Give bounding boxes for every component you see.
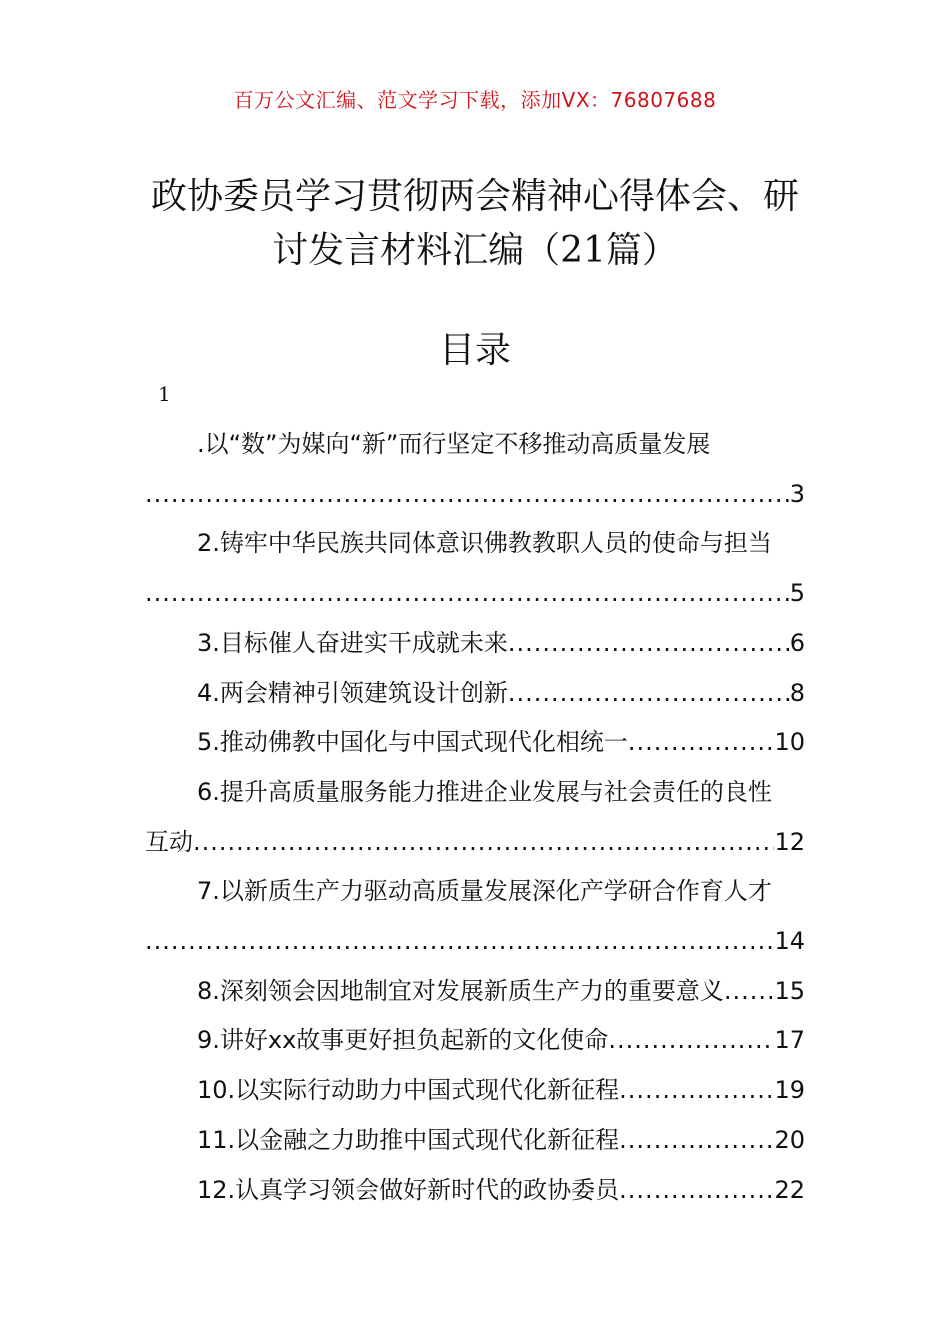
toc-leader-dots [508,669,790,719]
toc-entry-1[interactable] [145,420,805,519]
toc-leader-dots [619,1166,774,1216]
toc-entry-2[interactable] [145,519,805,618]
toc-page-number: 10 [774,728,805,757]
toc-page-number: 19 [774,1076,805,1105]
toc-entry-9[interactable] [145,1016,805,1066]
toc-entry-title: 12.认真学习领会做好新时代的政协委员 [197,1175,620,1204]
toc-page-number: 5 [789,579,805,608]
toc-page-number: 17 [774,1026,805,1055]
toc-entry-title: 4.两会精神引领建筑设计创新 [197,678,508,707]
toc-page-number: 14 [774,927,805,956]
toc-entry-10[interactable] [145,1066,805,1116]
stray-number: 1 [158,382,171,406]
toc-page-number: 15 [774,976,805,1005]
toc-entry-6[interactable] [145,768,805,867]
toc-entry-4[interactable] [145,669,805,719]
toc-leader-dots [145,470,790,520]
toc-leader-dots [145,569,790,619]
toc-leader-dots [619,1066,774,1116]
toc-entry-title: .以“数”为媒向“新”而行坚定不移推动高质量发展 [197,430,711,458]
toc-heading: 目录 [438,330,511,371]
toc-leader-dots [193,818,774,868]
toc-entry-title: 5.推动佛教中国化与中国式现代化相统一 [197,728,628,757]
toc-entry-title: 7.以新质生产力驱动高质量发展深化产学研合作育人才 [197,877,772,906]
table-of-contents [145,420,805,1215]
toc-page-number: 22 [774,1175,805,1204]
toc-entry-title: 9.讲好xx故事更好担负起新的文化使命 [197,1026,609,1055]
toc-leader-dots [724,967,775,1017]
toc-entry-title: 2.铸牢中华民族共同体意识佛教教职人员的使命与担当 [197,529,772,558]
toc-entry-title: 11.以金融之力助推中国式现代化新征程 [197,1125,620,1154]
toc-entry-title: 3.目标催人奋进实干成就未来 [197,628,508,657]
toc-entry-title-cont: 互动 [145,827,193,856]
toc-entry-title: 8.深刻领会因地制宜对发展新质生产力的重要意义 [197,976,724,1005]
toc-entry-11[interactable] [145,1116,805,1166]
toc-page-number: 8 [789,678,805,707]
toc-page-number: 3 [789,479,805,508]
toc-page-number: 6 [789,628,805,657]
toc-entry-title: 10.以实际行动助力中国式现代化新征程 [197,1076,620,1105]
toc-leader-dots [608,1016,774,1066]
toc-entry-title: 6.提升高质量服务能力推进企业发展与社会责任的良性 [197,777,772,806]
toc-entry-8[interactable] [145,967,805,1017]
toc-page-number: 20 [774,1125,805,1154]
toc-leader-dots [619,1116,774,1166]
toc-entry-3[interactable] [145,619,805,669]
toc-leader-dots [145,917,774,967]
toc-leader-dots [508,619,790,669]
document-title: 政协委员学习贯彻两会精神心得体会、研讨发言材料汇编（21篇） [150,176,799,271]
toc-page-number: 12 [774,827,805,856]
header-note: 百万公文汇编、范文学习下载，添加VX：76807688 [233,88,717,112]
toc-leader-dots [628,718,775,768]
toc-entry-7[interactable] [145,867,805,966]
toc-entry-12[interactable] [145,1166,805,1216]
toc-entry-5[interactable] [145,718,805,768]
